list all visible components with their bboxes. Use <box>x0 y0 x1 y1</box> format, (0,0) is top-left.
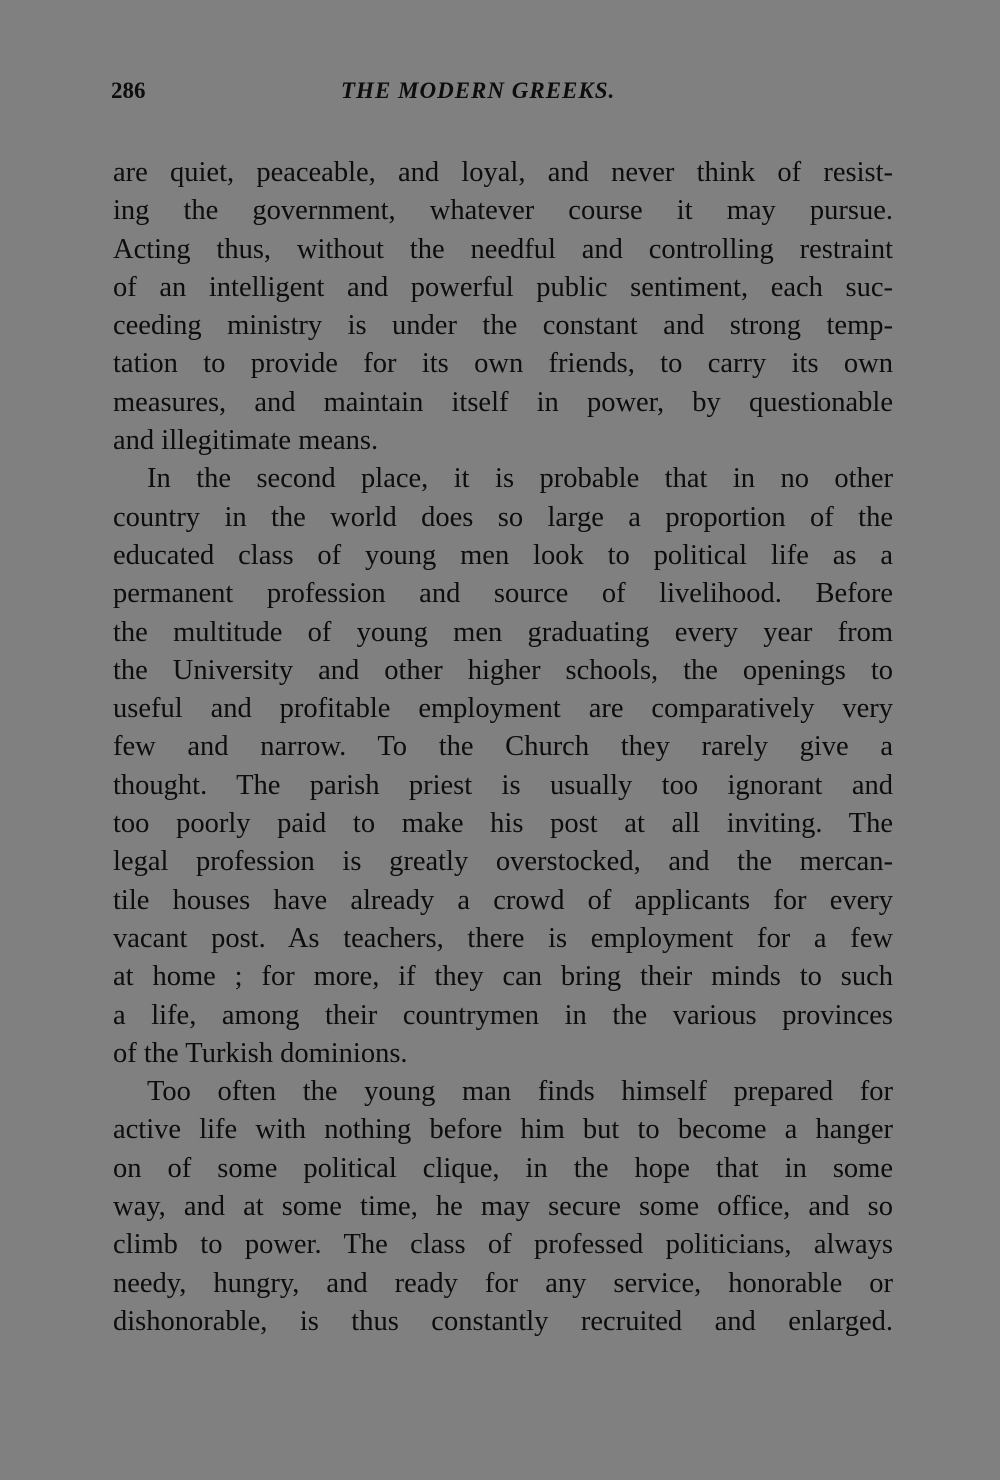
text-line: few and narrow. To the Church they rarely give a <box>113 731 893 763</box>
text-line: at home ; for more, if they can bring their minds to such <box>113 961 893 993</box>
text-line: legal profession is greatly overstocked, and the mercan- <box>113 846 893 878</box>
text-line: and illegitimate means. <box>113 425 379 457</box>
text-line: thought. The parish priest is usually too ignorant and <box>113 769 893 801</box>
text-line: the multitude of young men graduating every year from <box>113 616 893 648</box>
paragraph-2 <box>113 460 893 1073</box>
text-line: active life with nothing before him but to become a hanger <box>113 1114 893 1146</box>
paragraph-1 <box>113 154 893 460</box>
text-line: the University and other higher schools, the openings to <box>113 654 893 686</box>
text-line: climb to power. The class of professed politicians, always <box>113 1229 893 1261</box>
text-line: tation to provide for its own friends, to carry its own <box>113 348 893 380</box>
text-line: Too often the young man finds himself prepared for <box>147 1076 893 1108</box>
text-line: educated class of young men look to political life as a <box>113 539 893 571</box>
text-line: tile houses have already a crowd of applicants for every <box>113 884 893 916</box>
paragraph-3 <box>113 1073 893 1341</box>
text-line: too poorly paid to make his post at all inviting. The <box>113 808 893 840</box>
running-title: THE MODERN GREEKS. <box>341 78 616 103</box>
text-line: dishonorable, is thus constantly recruited and enlarged. <box>113 1305 893 1337</box>
text-line: In the second place, it is probable that in no other <box>147 463 893 495</box>
text-line: Acting thus, without the needful and controlling restraint <box>113 233 893 265</box>
running-head <box>113 78 893 114</box>
page-number: 286 <box>111 78 146 103</box>
text-line: permanent profession and source of livelihood. Before <box>113 578 893 610</box>
text-line: needy, hungry, and ready for any service, honorable or <box>113 1267 893 1299</box>
text-line: vacant post. As teachers, there is employment for a few <box>113 922 893 954</box>
text-line: a life, among their countrymen in the various provinces <box>113 999 893 1031</box>
text-line: of the Turkish dominions. <box>113 1037 408 1069</box>
text-line: useful and profitable employment are comparatively very <box>113 693 893 725</box>
text-line: measures, and maintain itself in power, by questionable <box>113 386 893 418</box>
text-line: are quiet, peaceable, and loyal, and never think of resist- <box>113 157 893 188</box>
text-line: ing the government, whatever course it may pursue. <box>113 195 893 227</box>
book-page <box>113 78 893 1341</box>
text-line: ceeding ministry is under the constant and strong temp- <box>113 310 893 342</box>
text-line: on of some political clique, in the hope that in some <box>113 1152 893 1184</box>
text-line: of an intelligent and powerful public sentiment, each suc- <box>113 271 893 303</box>
text-line: country in the world does so large a proportion of the <box>113 501 893 533</box>
text-line: way, and at some time, he may secure some office, and so <box>113 1191 893 1223</box>
body-text <box>113 154 893 1341</box>
